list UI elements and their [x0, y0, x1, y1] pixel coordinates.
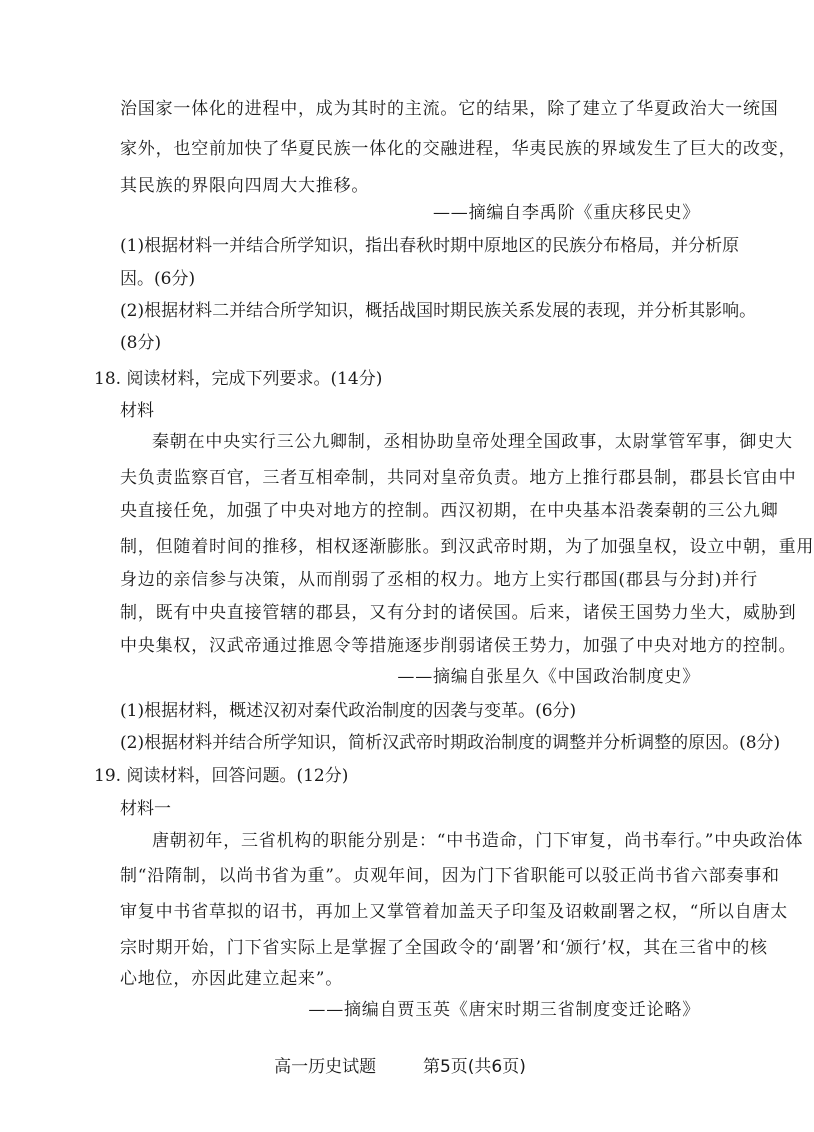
material-line: 制“沿隋制，以尚书省为重”。贞观年间，因为门下省职能可以驳正尚书省六部奏事和: [120, 866, 780, 886]
material-line: 心地位，亦因此建立起来”。: [120, 969, 344, 989]
material-line: 治国家一体化的进程中，成为其时的主流。它的结果，除了建立了华夏政治大一统国: [120, 99, 779, 119]
material-line: 宗时期开始，门下省实际上是掌握了全国政令的‘副署’和‘颁行’权，其在三省中的核: [120, 938, 768, 958]
material-label: 材料: [120, 401, 154, 421]
material-line: 夫负责监察百官，三者互相牵制，共同对皇帝负责。地方上推行郡县制，郡县长官由中: [120, 468, 797, 488]
sub-question-text: (2)根据材料并结合所学知识，简析汉武帝时期政治制度的调整并分析调整的原因。(8分): [120, 733, 781, 753]
material-line: 身边的亲信参与决策，从而削弱了丞相的权力。地方上实行郡国(郡县与分封)并行: [120, 570, 758, 590]
sub-question-text: (8分): [120, 333, 162, 353]
footer-subject: 高一历史试题: [274, 1057, 377, 1077]
material-source: ——摘编自贾玉英《唐宋时期三省制度变迁论略》: [308, 1000, 700, 1020]
material-line: 家外，也空前加快了华夏民族一体化的交融进程，华夷民族的界域发生了巨大的改变，: [120, 139, 797, 159]
sub-question-text: (1)根据材料一并结合所学知识，指出春秋时期中原地区的民族分布格局，并分析原: [120, 236, 740, 256]
page-footer: [0, 1054, 800, 1080]
material-label: 材料一: [120, 799, 171, 819]
material-line: 中央集权，汉武帝通过推恩令等措施逐步削弱诸侯王势力，加强了中央对地方的控制。: [120, 636, 797, 656]
question-heading: 19. 阅读材料，回答问题。(12分): [94, 766, 349, 786]
material-line: 制，既有中央直接管辖的郡县，又有分封的诸侯国。后来，诸侯王国势力坐大，威胁到: [120, 603, 797, 623]
material-source: ——摘编自李禹阶《重庆移民史》: [433, 203, 700, 223]
question-heading: 18. 阅读材料，完成下列要求。(14分): [94, 369, 383, 389]
footer-page-number: 第5页(共6页): [422, 1057, 526, 1077]
material-line: 秦朝在中央实行三公九卿制，丞相协助皇帝处理全国政事，太尉掌管军事，御史大: [152, 432, 793, 452]
material-line: 唐朝初年，三省机构的职能分别是：“中书造命，门下审复，尚书奉行。”中央政治体: [152, 831, 804, 851]
sub-question-text: (1)根据材料，概述汉初对秦代政治制度的因袭与变革。(6分): [120, 701, 577, 721]
material-line: 央直接任免，加强了中央对地方的控制。西汉初期，在中央基本沿袭秦朝的三公九卿: [120, 501, 779, 521]
sub-question-text: 因。(6分): [120, 269, 196, 289]
material-line: 制，但随着时间的推移，相权逐渐膨胀。到汉武帝时期，为了加强皇权，设立中朝，重用: [120, 537, 814, 557]
material-line: 其民族的界限向四周大大推移。: [120, 176, 370, 196]
sub-question-text: (2)根据材料二并结合所学知识，概括战国时期民族关系发展的表现，并分析其影响。: [120, 301, 757, 321]
material-source: ——摘编自张星久《中国政治制度史》: [397, 667, 700, 687]
material-line: 审复中书省草拟的诏书，再加上又掌管着加盖天子印玺及诏敕副署之权，“所以自唐太: [120, 902, 789, 922]
